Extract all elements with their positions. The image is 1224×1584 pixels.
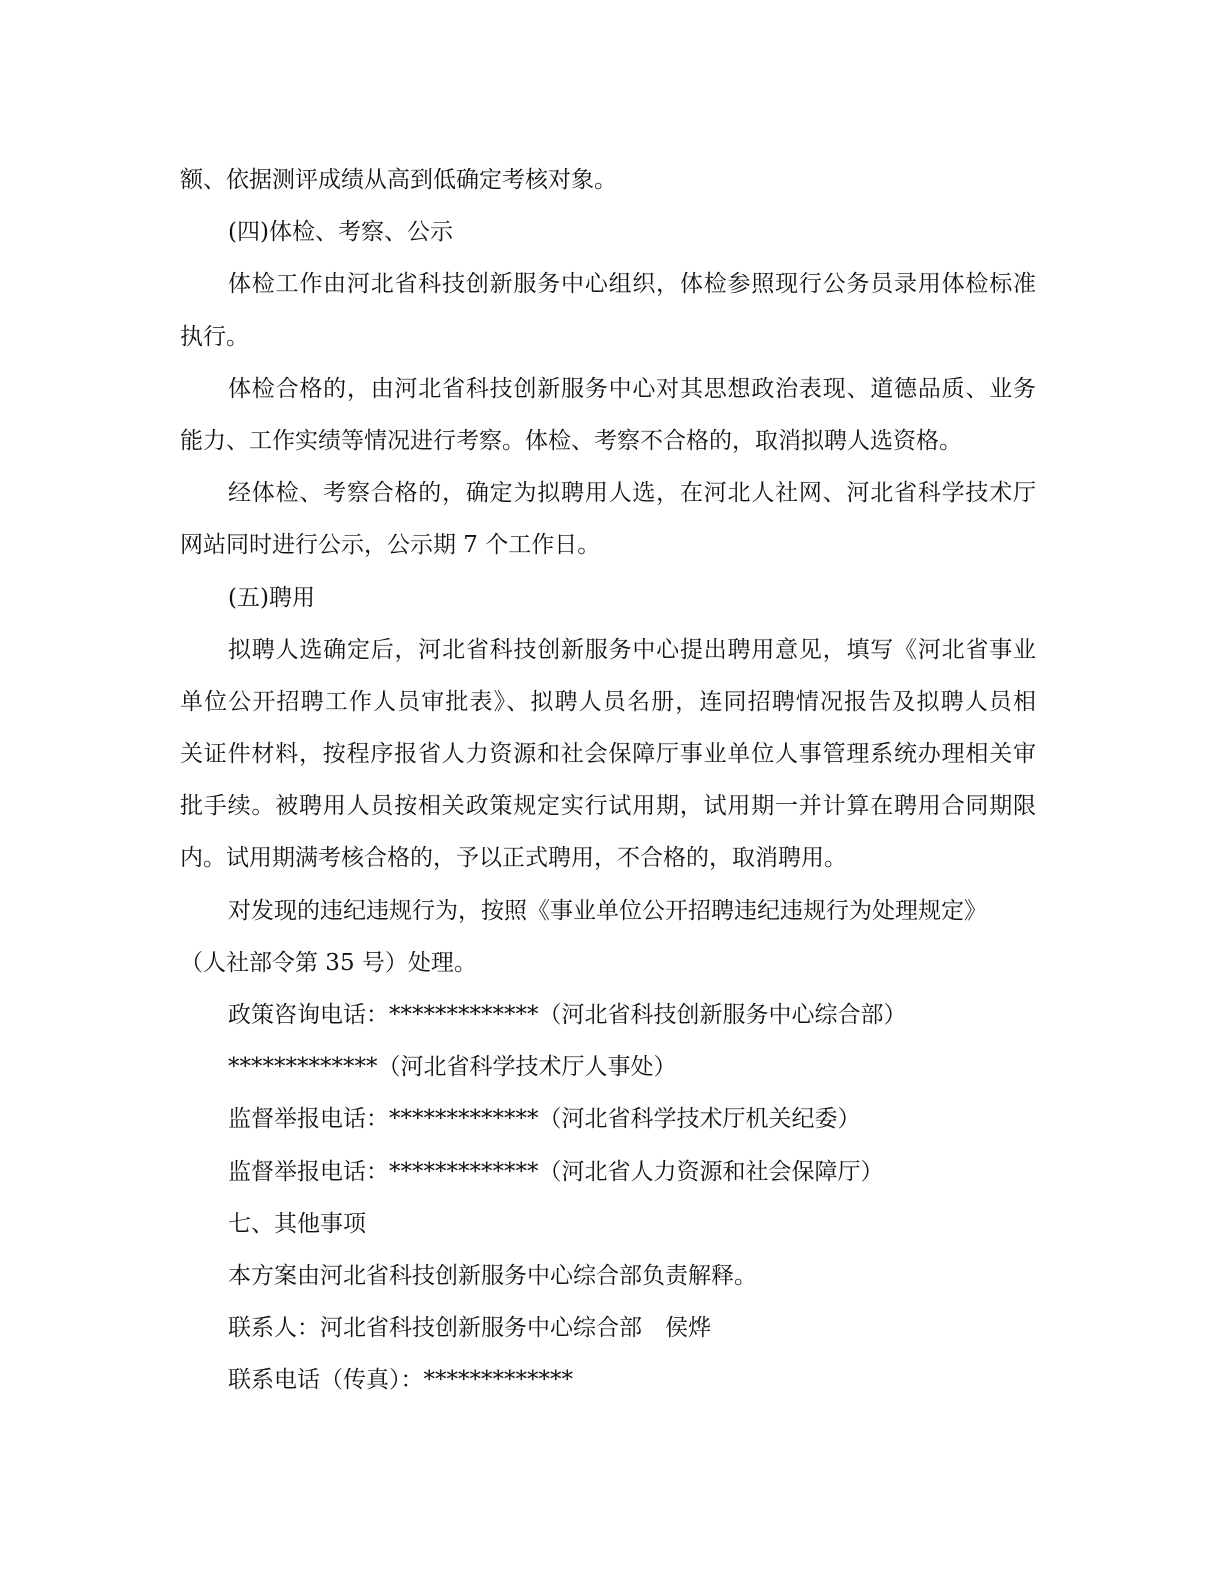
paragraph-line: 体检工作由河北省科技创新服务中心组织，体检参照现行公务员录用体检标准	[228, 271, 1036, 298]
paragraph-line: 经体检、考察合格的，确定为拟聘用人选，在河北人社网、河北省科学技术厅	[228, 480, 1036, 507]
paragraph-line: 关证件材料，按程序报省人力资源和社会保障厅事业单位人事管理系统办理相关审	[180, 741, 1036, 768]
paragraph-line: 对发现的违纪违规行为，按照《事业单位公开招聘违纪违规行为处理规定》	[228, 897, 987, 924]
paragraph-line: 本方案由河北省科技创新服务中心综合部负责解释。	[228, 1262, 757, 1289]
contact-line-supervision: 监督举报电话：*************（河北省科学技术厅机关纪委）	[228, 1106, 861, 1133]
contact-line-supervision: 监督举报电话：*************（河北省人力资源和社会保障厅）	[228, 1158, 884, 1185]
paragraph-line: 拟聘人选确定后，河北省科技创新服务中心提出聘用意见，填写《河北省事业	[228, 636, 1036, 663]
contact-person-line: 联系人：河北省科技创新服务中心综合部 侯烨	[228, 1315, 711, 1342]
paragraph-line: 单位公开招聘工作人员审批表》、拟聘人员名册，连同招聘情况报告及拟聘人员相	[180, 688, 1036, 715]
paragraph-line: 执行。	[180, 323, 249, 350]
contact-phone-line: 联系电话（传真）：*************	[228, 1367, 573, 1394]
paragraph-line: （人社部令第 35 号）处理。	[180, 949, 477, 976]
section-heading-4: (四)体检、考察、公示	[228, 219, 453, 246]
paragraph-line: 内。试用期满考核合格的，予以正式聘用，不合格的，取消聘用。	[180, 845, 847, 872]
contact-line-policy: 政策咨询电话：*************（河北省科技创新服务中心综合部）	[228, 1002, 907, 1028]
paragraph-line: 能力、工作实绩等情况进行考察。体检、考察不合格的，取消拟聘人选资格。	[180, 427, 962, 454]
section-heading-5: (五)聘用	[228, 584, 315, 611]
paragraph-line: 额、依据测评成绩从高到低确定考核对象。	[180, 167, 617, 193]
document-body	[180, 154, 1036, 1407]
paragraph-line: 批手续。被聘用人员按相关政策规定实行试用期，试用期一并计算在聘用合同期限	[180, 793, 1036, 820]
paragraph-line: 网站同时进行公示，公示期 7 个工作日。	[180, 532, 601, 559]
section-heading-7: 七、其他事项	[228, 1210, 366, 1237]
paragraph-line: 体检合格的，由河北省科技创新服务中心对其思想政治表现、道德品质、业务	[228, 375, 1036, 402]
contact-line-hr: *************（河北省科学技术厅人事处）	[228, 1054, 677, 1081]
